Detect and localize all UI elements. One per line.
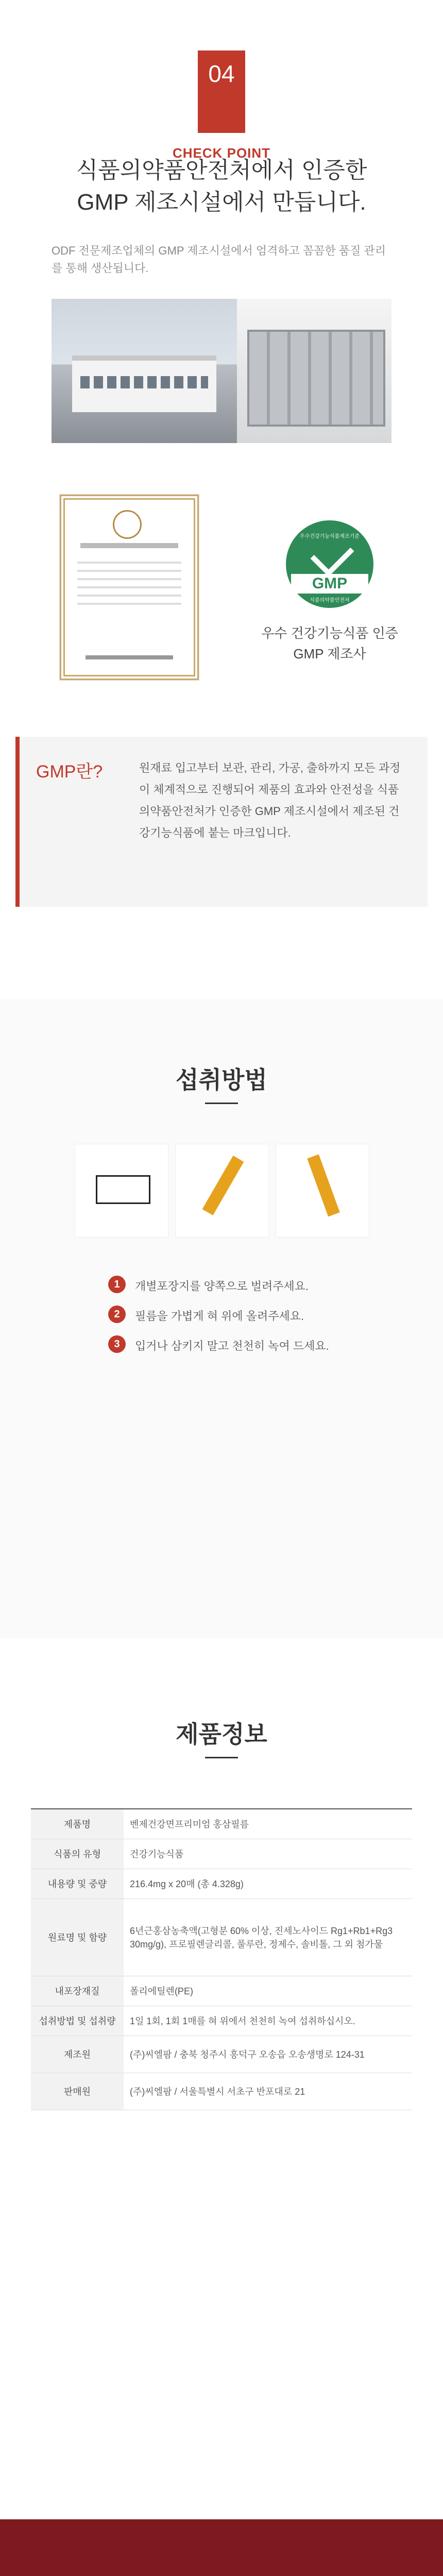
- checkpoint-description: ODF 전문제조업체의 GMP 제조시설에서 엄격하고 꼼꼼한 품질 관리를 통해 생산됩니다.: [52, 244, 386, 275]
- gmp-caption-line2: GMP 제조사: [293, 646, 366, 662]
- gmp-certificate-image: [60, 495, 199, 680]
- howto-step: 2 필름을 가볍게 혀 위에 올려주세요.: [108, 1302, 397, 1332]
- table-row: 내포장재질 폴리에틸렌(PE): [31, 1976, 412, 2006]
- table-row: 섭취방법 및 섭취량 1일 1회, 1회 1매를 혀 위에서 천천히 녹여 섭취하십시오.: [31, 2006, 412, 2036]
- product-info-section: [0, 1638, 443, 2519]
- factory-machine-image: [237, 299, 391, 443]
- step1-image: [75, 1144, 168, 1238]
- caution-section: [0, 2519, 443, 2576]
- gmp-explanation-box: [15, 737, 428, 907]
- howto-steps: [108, 1273, 397, 1362]
- howto-step: 3 입거나 삼키지 말고 천천히 녹여 드세요.: [108, 1332, 397, 1362]
- factory-exterior-image: [52, 299, 237, 443]
- checkpoint-section: [0, 0, 443, 999]
- check-icon: [311, 533, 354, 577]
- checkpoint-badge: [172, 50, 271, 161]
- howto-title: 섭취방법: [176, 1066, 267, 1093]
- howto-step: 1 개별포장지를 양쪽으로 벌려주세요.: [108, 1273, 397, 1302]
- gmp-question: GMP란?: [36, 762, 103, 782]
- factory-photos: [52, 299, 391, 443]
- howto-section: [0, 999, 443, 1638]
- checkpoint-title: 식품의약품안전처에서 인증한 GMP 제조시설에서 만듭니다.: [76, 158, 367, 215]
- product-info-table: [31, 1808, 412, 2110]
- gmp-answer: 원재료 입고부터 보관, 관리, 가공, 출하까지 모든 과정이 체계적으로 진행되어 제품의 효과와 안전성을 식품의약품안전처가 인증한 GMP 제조시설에서 제조된 건강기능식품에 붙는 마크입니다.: [139, 761, 401, 839]
- checkpoint-number: 04: [208, 60, 235, 87]
- table-row: 내용량 및 중량 216.4mg x 20매 (총 4.328g): [31, 1869, 412, 1899]
- table-row: 제조원 (주)씨엘팜 / 충북 청주시 흥덕구 오송읍 오송생명로 124-31: [31, 2036, 412, 2073]
- table-row: 판매원 (주)씨엘팜 / 서울특별시 서초구 반포대로 21: [31, 2073, 412, 2110]
- step2-image: [175, 1144, 269, 1238]
- table-row: 원료명 및 함량 6년근홍삼농축액(고형분 60% 이상, 진세노사이드 Rg1+Rb1+Rg3 30mg/g), 프로필렌글리콜, 풀루란, 정제수, 솔비톨, 그 외 첨가물: [31, 1899, 412, 1976]
- certificate-seal-icon: [113, 510, 142, 539]
- gmp-logo: 우수건강기능식품제조기준 GMP 식품의약품안전처: [286, 520, 373, 608]
- product-info-title: 제품정보: [176, 1721, 267, 1748]
- table-row: 식품의 유형 건강기능식품: [31, 1839, 412, 1869]
- table-row: 제품명 벤제건강면프리미엄 홍삼필름: [31, 1809, 412, 1839]
- step3-image: [276, 1144, 369, 1238]
- howto-illustrations: [75, 1144, 368, 1236]
- checkpoint-label: CHECK POINT: [172, 145, 271, 161]
- gmp-caption-line1: 우수 건강기능식품 인증: [261, 625, 398, 641]
